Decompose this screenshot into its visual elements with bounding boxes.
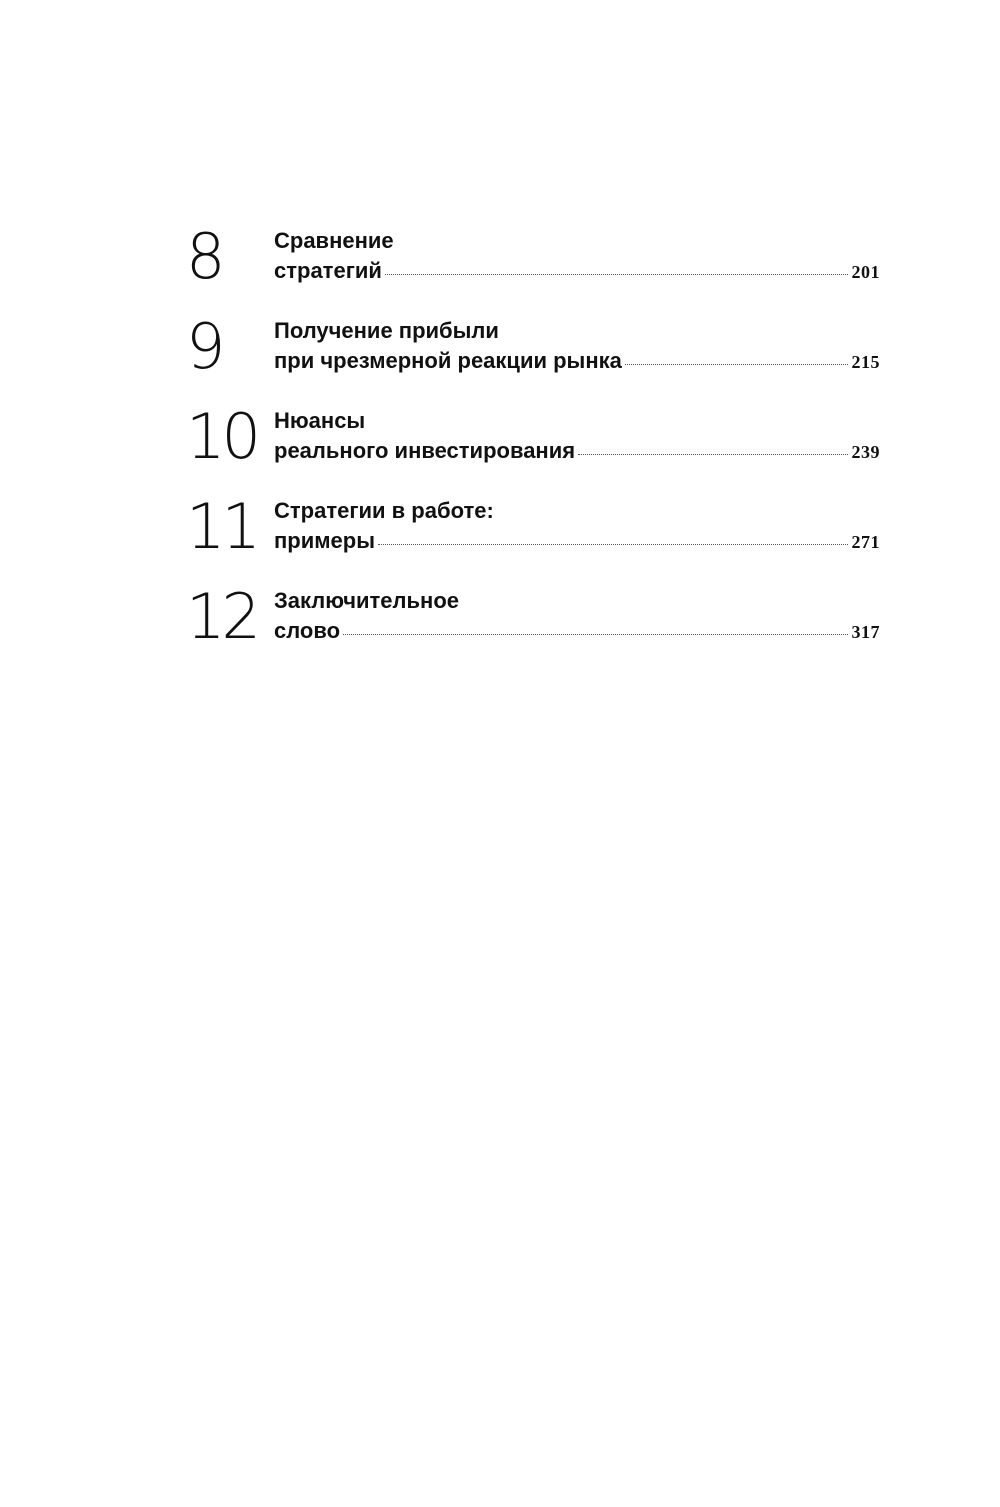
chapter-title-row [274, 528, 880, 554]
dot-leader [343, 618, 847, 635]
dot-leader [578, 438, 847, 455]
toc-entry-8[interactable] [186, 220, 880, 308]
chapter-title-line1: Стратегии в работе: [274, 498, 494, 523]
chapter-title-line1: Получение прибыли [274, 318, 499, 343]
toc-entry-9[interactable] [186, 310, 880, 398]
chapter-number: 10 [186, 400, 257, 473]
chapter-title-line1: Нюансы [274, 408, 366, 433]
chapter-number: 12 [186, 580, 257, 653]
chapter-title-line1: Сравнение [274, 228, 394, 253]
chapter-title-line2: примеры [274, 528, 375, 553]
chapter-title-line1: Заключительное [274, 588, 459, 613]
chapter-title-line2: при чрезмерной реакции рынка [274, 348, 622, 373]
page-number: 201 [851, 262, 880, 282]
dot-leader [625, 348, 848, 365]
page-number: 317 [851, 622, 880, 642]
chapter-title-row [274, 438, 880, 464]
chapter-title-row [274, 348, 880, 374]
chapter-title-line2: реального инвестирования [274, 438, 576, 463]
chapter-number: 9 [186, 310, 222, 383]
dot-leader [385, 258, 848, 275]
toc-entry-10[interactable] [186, 400, 880, 488]
chapter-number: 8 [186, 220, 222, 293]
page-number: 239 [851, 442, 880, 462]
page-number: 271 [851, 532, 880, 552]
chapter-title-row [274, 258, 880, 284]
chapter-title-line2: слово [274, 618, 341, 643]
chapter-number: 11 [186, 490, 257, 563]
page-number: 215 [851, 352, 880, 372]
toc-entry-12[interactable] [186, 580, 880, 668]
dot-leader [378, 528, 848, 545]
chapter-title-line2: стратегий [274, 258, 382, 283]
toc-entry-11[interactable] [186, 490, 880, 578]
chapter-title-row [274, 618, 880, 644]
